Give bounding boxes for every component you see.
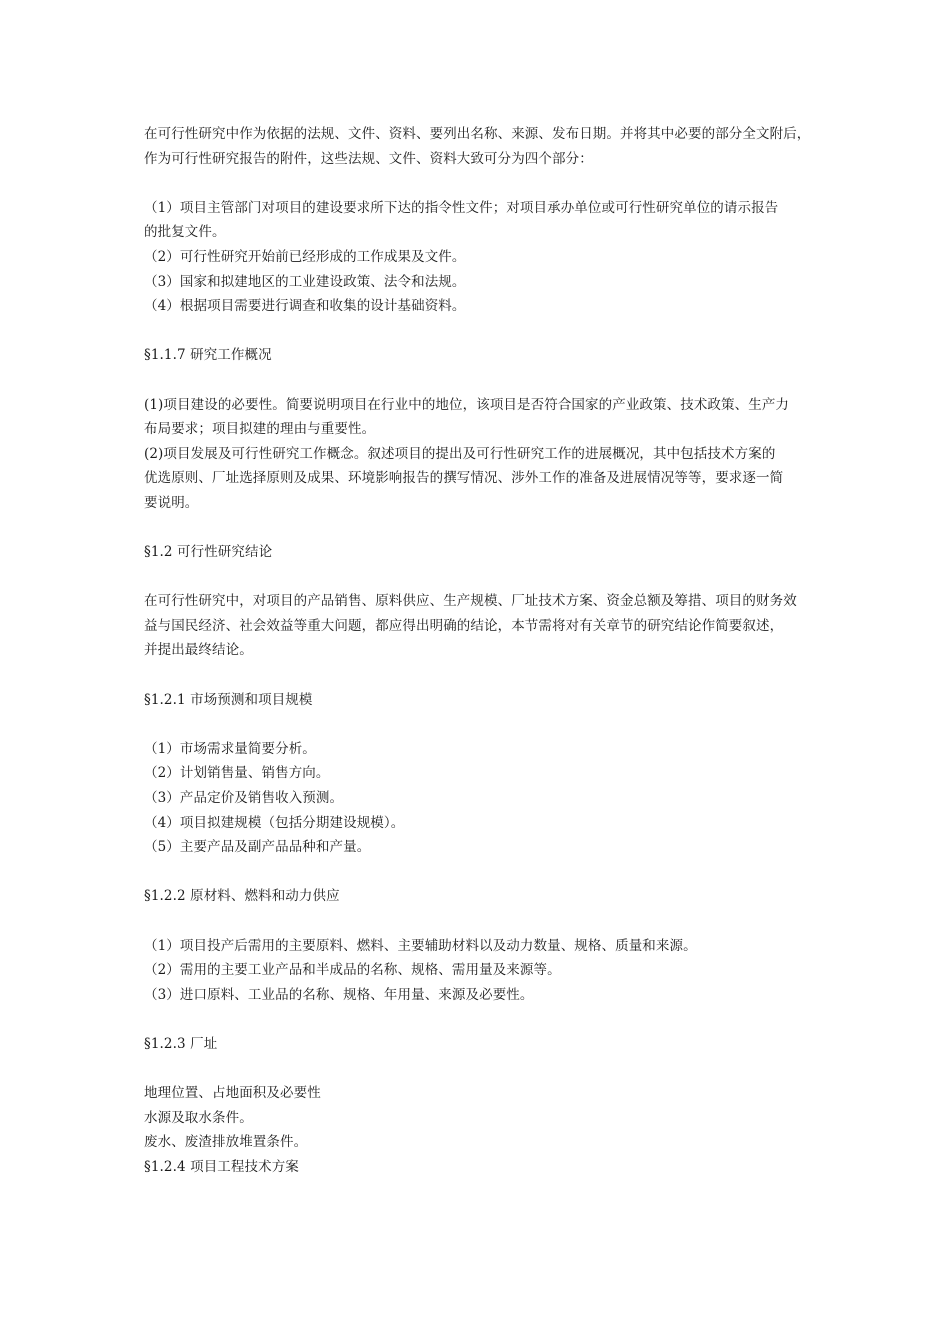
list-item: （1）市场需求量简要分析。 <box>144 740 316 757</box>
list-item: （5）主要产品及副产品品种和产量。 <box>144 839 371 856</box>
paragraph-line: (2)项目发展及可行性研究工作概念。叙述项目的提出及可行性研究工作的进展概况，其中包括技术方案的 <box>144 445 776 462</box>
list-item: 废水、废渣排放堆置条件。 <box>144 1134 308 1151</box>
section-heading: §1.2.2 原材料、燃料和动力供应 <box>144 888 340 905</box>
section-heading: §1.2 可行性研究结论 <box>144 544 273 561</box>
part-item: （3）国家和拟建地区的工业建设政策、法令和法规。 <box>144 273 466 290</box>
list-item: （3）进口原料、工业品的名称、规格、年用量、来源及必要性。 <box>144 986 534 1003</box>
paragraph-line: 在可行性研究中，对项目的产品销售、原料供应、生产规模、厂址技术方案、资金总额及筹措、项目的财务效 <box>144 593 797 610</box>
paragraph-line: 优选原则、厂址选择原则及成果、环境影响报告的撰写情况、涉外工作的准备及进展情况等等，要求逐一简 <box>144 470 784 487</box>
section-heading: §1.2.4 项目工程技术方案 <box>144 1158 299 1175</box>
intro-paragraph-line: 作为可行性研究报告的附件，这些法规、文件、资料大致可分为四个部分： <box>144 150 593 167</box>
intro-paragraph-line: 在可行性研究中作为依据的法规、文件、资料、要列出名称、来源、发布日期。并将其中必要的部分全文附后， <box>144 126 811 142</box>
paragraph-line: 要说明。 <box>144 494 199 511</box>
document-body <box>144 122 814 1180</box>
list-item: （3）产品定价及销售收入预测。 <box>144 790 344 807</box>
part-item: （1）项目主管部门对项目的建设要求所下达的指令性文件；对项目承办单位或可行性研究单位的请示报告 <box>144 199 779 216</box>
part-item: （2）可行性研究开始前已经形成的工作成果及文件。 <box>144 248 466 265</box>
list-item: （2）计划销售量、销售方向。 <box>144 765 330 782</box>
paragraph-line: 布局要求；项目拟建的理由与重要性。 <box>144 421 376 438</box>
list-item: 水源及取水条件。 <box>144 1109 253 1126</box>
list-item: 地理位置、占地面积及必要性 <box>144 1085 321 1102</box>
part-item: 的批复文件。 <box>144 224 226 241</box>
section-heading: §1.2.3 厂址 <box>144 1035 218 1052</box>
list-item: （1）项目投产后需用的主要原料、燃料、主要辅助材料以及动力数量、规格、质量和来源。 <box>144 937 697 954</box>
section-heading: §1.2.1 市场预测和项目规模 <box>144 691 313 708</box>
list-item: （2）需用的主要工业产品和半成品的名称、规格、需用量及来源等。 <box>144 962 561 979</box>
section-heading: §1.1.7 研究工作概况 <box>144 347 272 364</box>
paragraph-line: 益与国民经济、社会效益等重大问题，都应得出明确的结论，本节需将对有关章节的研究结论作简要叙述， <box>144 617 784 634</box>
paragraph-line: (1)项目建设的必要性。简要说明项目在行业中的地位，该项目是否符合国家的产业政策、技术政策、生产力 <box>144 396 790 413</box>
paragraph-line: 并提出最终结论。 <box>144 642 253 659</box>
part-item: （4）根据项目需要进行调查和收集的设计基础资料。 <box>144 298 466 315</box>
list-item: （4）项目拟建规模（包括分期建设规模）。 <box>144 814 405 831</box>
